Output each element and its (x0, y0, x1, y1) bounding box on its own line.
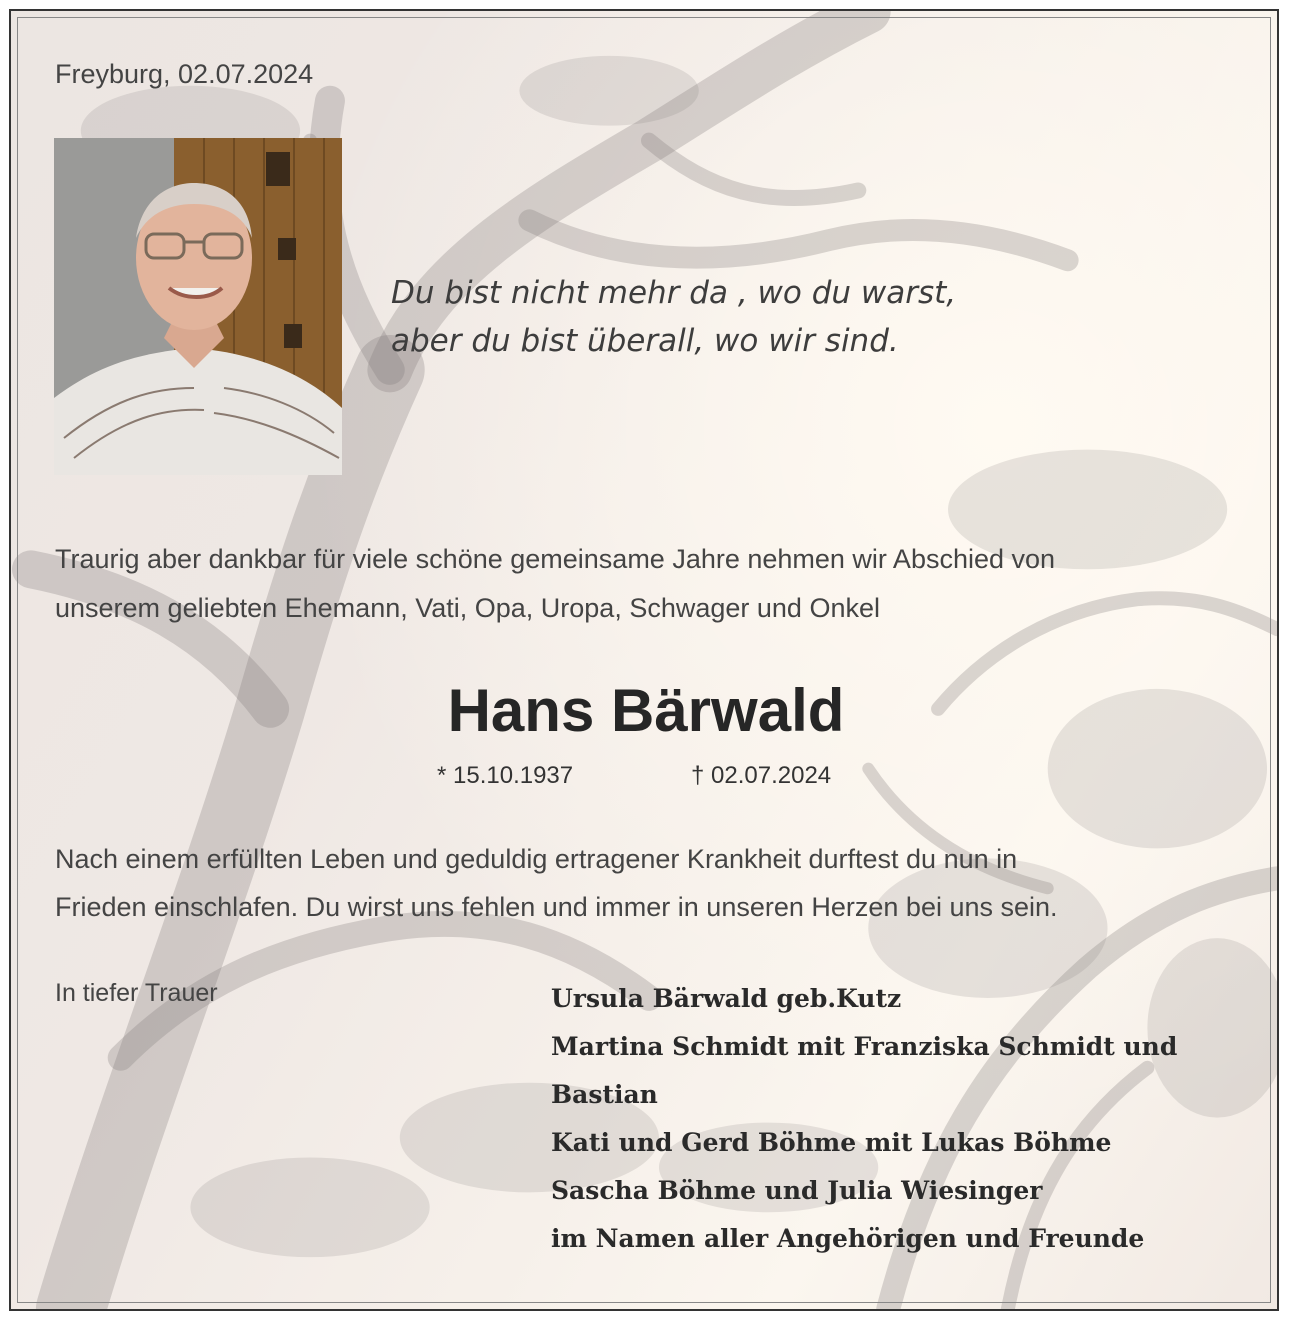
birth-date: * 15.10.1937 (437, 762, 574, 789)
intro-line-2: unserem geliebten Ehemann, Vati, Opa, Uropa, Schwager und Onkel (55, 593, 880, 623)
mourner-line: Martina Schmidt mit Franziska Schmidt und (551, 1032, 1178, 1061)
portrait-photo (54, 138, 342, 475)
mourner-line: im Namen aller Angehörigen und Freunde (551, 1224, 1145, 1253)
mourners-list (551, 975, 1177, 1263)
mourner-line: Sascha Böhme und Julia Wiesinger (551, 1176, 1043, 1205)
obituary-card (9, 9, 1279, 1311)
mourner-line: Kati und Gerd Böhme mit Lukas Böhme (551, 1128, 1112, 1157)
mourning-label: In tiefer Trauer (55, 979, 218, 1007)
quote (391, 269, 956, 365)
body-line-2: Frieden einschlafen. Du wirst uns fehlen und immer in unseren Herzen bei uns sein. (55, 892, 1058, 922)
mourner-line: Ursula Bärwald geb.Kutz (551, 984, 902, 1013)
quote-line-1: Du bist nicht mehr da , wo du warst, (391, 275, 957, 311)
intro-text (55, 535, 1055, 633)
intro-line-1: Traurig aber dankbar für viele schöne gemeinsame Jahre nehmen wir Abschied von (55, 544, 1056, 574)
portrait-photo-icon (54, 138, 342, 475)
mourner-line: Bastian (551, 1080, 658, 1109)
deceased-name: Hans Bärwald (447, 677, 845, 744)
death-date: † 02.07.2024 (691, 762, 832, 789)
body-line-1: Nach einem erfüllten Leben und geduldig ertragener Krankheit durftest du nun in (55, 844, 1018, 874)
quote-line-2: aber du bist überall, wo wir sind. (391, 323, 899, 359)
body-text (55, 835, 1058, 931)
dateline: Freyburg, 02.07.2024 (55, 59, 314, 89)
